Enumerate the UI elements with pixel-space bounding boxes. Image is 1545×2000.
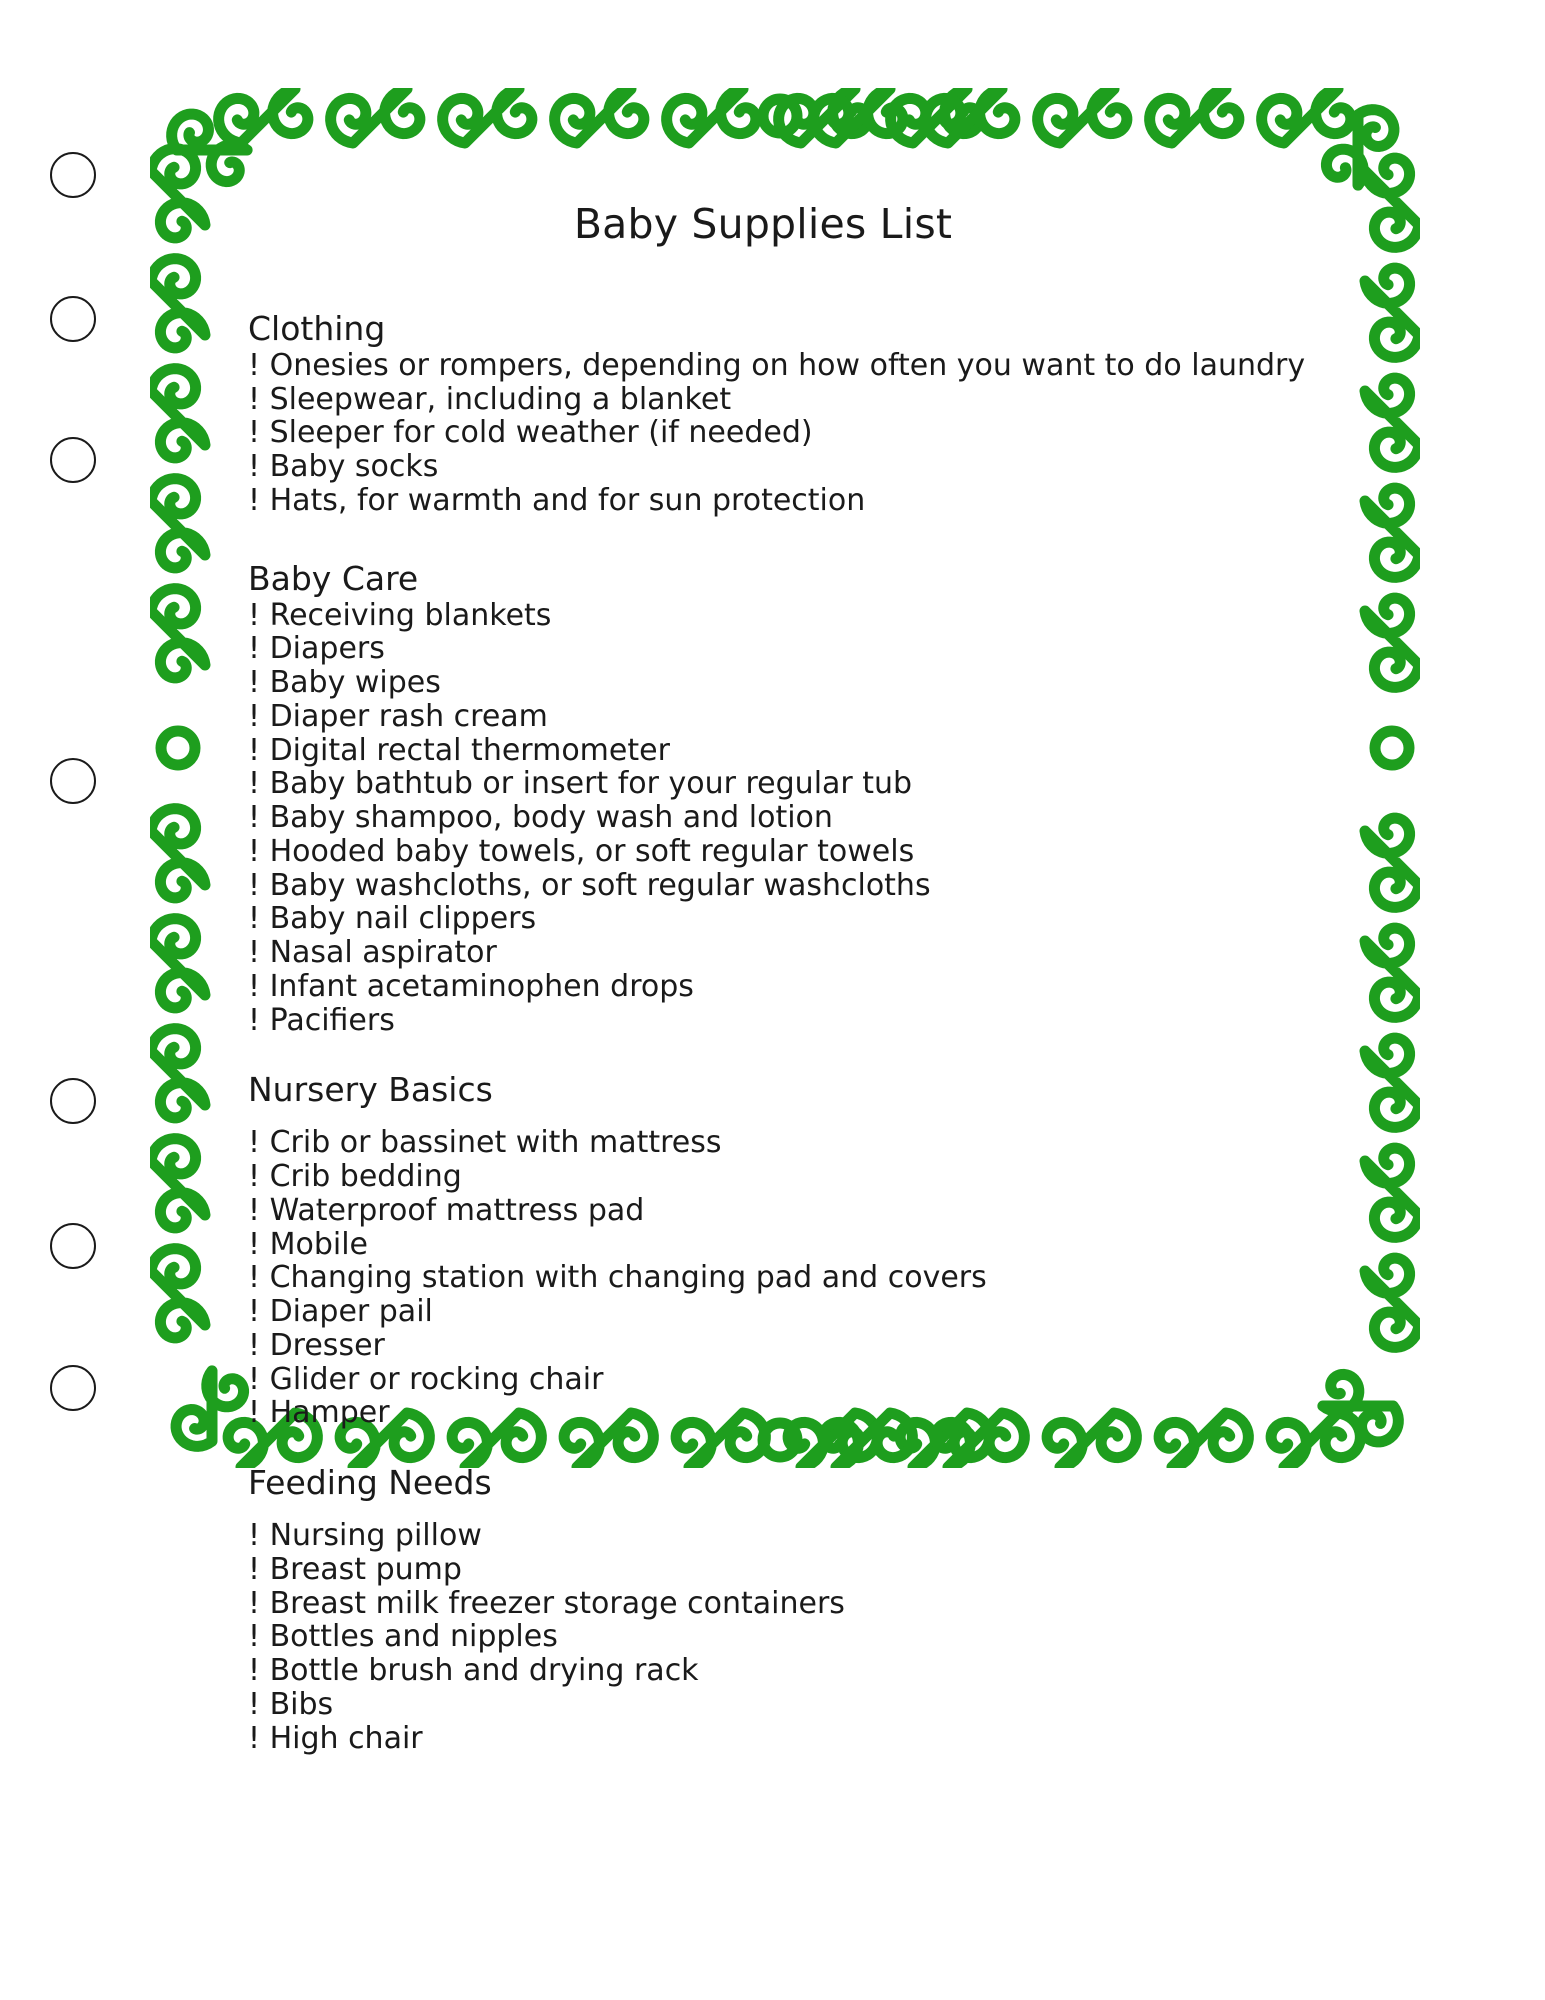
section-feeding-needs	[248, 1464, 1308, 1755]
hole-punch	[50, 1223, 96, 1269]
bullet-marker-icon: !	[248, 1518, 261, 1553]
list-item[interactable]	[248, 801, 1308, 835]
bullet-marker-icon: !	[248, 1294, 261, 1330]
hole-punch	[50, 296, 96, 342]
list-item-label: Baby socks	[269, 449, 439, 485]
bullet-marker-icon: !	[248, 1260, 261, 1296]
list-item[interactable]	[248, 1261, 1308, 1295]
swirl-motif-icon	[555, 89, 644, 143]
list-item-label: Receiving blankets	[269, 597, 552, 633]
swirl-motif-icon	[1365, 488, 1419, 577]
list-item-label: Mobile	[269, 1226, 368, 1262]
bullet-marker-icon: !	[248, 1327, 261, 1363]
section-nursery-basics	[248, 1071, 1308, 1430]
swirl-motif-icon	[1038, 89, 1127, 143]
bullet-marker-icon: !	[248, 1686, 261, 1722]
bullet-marker-icon: !	[248, 1720, 261, 1756]
heading-spacer	[248, 1110, 1308, 1126]
list-item[interactable]	[248, 700, 1308, 734]
bullet-marker-icon: !	[248, 597, 261, 633]
list-item[interactable]	[248, 383, 1308, 417]
list-item[interactable]	[248, 1688, 1308, 1722]
swirl-motif-icon	[161, 731, 195, 765]
list-item-label: Hats, for warmth and for sun protection	[269, 482, 866, 518]
item-list	[248, 1519, 1308, 1755]
swirl-motif-icon	[667, 89, 756, 143]
list-item[interactable]	[248, 1553, 1308, 1587]
bullet-marker-icon: !	[248, 698, 261, 734]
list-item-label: Dresser	[269, 1327, 385, 1363]
swirl-motif-icon	[331, 89, 420, 143]
list-item-label: Nasal aspirator	[269, 935, 497, 971]
bullet-marker-icon: !	[248, 1395, 261, 1431]
swirl-motif-icon	[779, 89, 868, 143]
list-item-label: Diaper pail	[269, 1294, 433, 1330]
bullet-marker-icon: !	[248, 901, 261, 937]
item-list	[248, 599, 1308, 1038]
heading-spacer	[248, 1503, 1308, 1519]
hole-punch	[50, 152, 96, 198]
list-item[interactable]	[248, 484, 1308, 518]
bullet-marker-icon: !	[248, 631, 261, 667]
list-item-label: Pacifiers	[269, 1002, 395, 1038]
sections-container	[248, 310, 1308, 1755]
bullet-marker-icon: !	[248, 449, 261, 485]
document-content	[248, 200, 1308, 1755]
list-item-label: Baby wipes	[269, 665, 441, 701]
list-item-label: Breast milk freezer storage containers	[269, 1585, 845, 1621]
section-spacer	[248, 1037, 1308, 1071]
list-item-label: Baby shampoo, body wash and lotion	[269, 800, 833, 836]
list-item[interactable]	[248, 869, 1308, 903]
swirl-motif-icon	[151, 479, 205, 568]
list-item-label: Diaper rash cream	[269, 698, 548, 734]
section-clothing	[248, 310, 1308, 518]
swirl-motif-icon	[1326, 110, 1394, 185]
swirl-motif-icon	[926, 89, 1015, 143]
swirl-motif-icon	[151, 1139, 205, 1228]
list-item[interactable]	[248, 1160, 1308, 1194]
list-item-label: Onesies or rompers, depending on how often you want to do laundry	[269, 347, 1306, 383]
swirl-motif-icon	[151, 369, 205, 458]
bullet-marker-icon: !	[248, 482, 261, 518]
list-item[interactable]	[248, 1228, 1308, 1262]
list-item[interactable]	[248, 349, 1308, 383]
list-item[interactable]	[248, 1654, 1308, 1688]
swirl-motif-icon	[172, 114, 247, 182]
list-item[interactable]	[248, 1620, 1308, 1654]
swirl-motif-icon	[814, 89, 903, 143]
bullet-marker-icon: !	[248, 766, 261, 802]
list-item-label: Digital rectal thermometer	[269, 732, 670, 768]
list-item[interactable]	[248, 1363, 1308, 1397]
swirl-motif-icon	[151, 919, 205, 1008]
list-item[interactable]	[248, 416, 1308, 450]
list-item-label: Sleeper for cold weather (if needed)	[269, 415, 813, 451]
hole-punch	[50, 1078, 96, 1124]
swirl-motif-icon	[151, 589, 205, 678]
bullet-marker-icon: !	[248, 1653, 261, 1688]
swirl-motif-icon	[1365, 1148, 1419, 1237]
list-item-label: Bottles and nipples	[269, 1619, 558, 1655]
list-item-label: Glider or rocking chair	[269, 1361, 604, 1397]
list-item-label: Baby washcloths, or soft regular washcloths	[269, 867, 931, 903]
list-item-label: Waterproof mattress pad	[269, 1192, 645, 1228]
section-baby-care	[248, 560, 1308, 1038]
bullet-marker-icon: !	[248, 800, 261, 836]
swirl-motif-icon	[1375, 731, 1409, 765]
swirl-motif-icon	[1365, 378, 1419, 467]
swirl-motif-icon	[891, 89, 980, 143]
list-item[interactable]	[248, 970, 1308, 1004]
list-item[interactable]	[248, 936, 1308, 970]
bullet-marker-icon: !	[248, 1361, 261, 1397]
list-item[interactable]	[248, 666, 1308, 700]
swirl-motif-icon	[151, 809, 205, 898]
swirl-motif-icon	[219, 89, 308, 143]
list-item[interactable]	[248, 1722, 1308, 1756]
bullet-marker-icon: !	[248, 381, 261, 417]
list-item[interactable]	[248, 767, 1308, 801]
list-item-label: Nursing pillow	[269, 1518, 482, 1553]
list-item[interactable]	[248, 1295, 1308, 1329]
list-item-label: Crib or bassinet with mattress	[269, 1125, 722, 1161]
hole-punch	[50, 437, 96, 483]
list-item-label: Infant acetaminophen drops	[269, 968, 694, 1004]
list-item-label: Sleepwear, including a blanket	[269, 381, 732, 417]
list-item[interactable]	[248, 599, 1308, 633]
list-item-label: High chair	[269, 1720, 423, 1756]
list-item-label: Diapers	[269, 631, 385, 667]
list-item[interactable]	[248, 1587, 1308, 1621]
bullet-marker-icon: !	[248, 1226, 261, 1262]
swirl-motif-icon	[763, 99, 797, 133]
list-item[interactable]	[248, 734, 1308, 768]
list-item[interactable]	[248, 1126, 1308, 1160]
section-heading: Clothing	[248, 309, 386, 348]
bullet-marker-icon: !	[248, 935, 261, 971]
item-list	[248, 1126, 1308, 1430]
bullet-marker-icon: !	[248, 1125, 261, 1161]
list-item-label: Baby bathtub or insert for your regular tub	[269, 766, 913, 802]
swirl-motif-icon	[1365, 1258, 1419, 1347]
swirl-motif-icon	[443, 89, 532, 143]
swirl-motif-icon	[151, 1029, 205, 1118]
list-item-label: Changing station with changing pad and covers	[269, 1260, 987, 1296]
section-spacer	[248, 1430, 1308, 1464]
section-heading: Feeding Needs	[248, 1463, 492, 1503]
list-item[interactable]	[248, 902, 1308, 936]
bullet-marker-icon: !	[248, 968, 261, 1004]
swirl-motif-icon	[176, 1371, 244, 1446]
list-item[interactable]	[248, 1329, 1308, 1363]
bullet-marker-icon: !	[248, 1585, 261, 1621]
swirl-motif-icon	[1365, 818, 1419, 907]
hole-punch	[50, 758, 96, 804]
bullet-marker-icon: !	[248, 1551, 261, 1587]
list-item-label: Bottle brush and drying rack	[269, 1653, 699, 1688]
list-item-label: Hamper	[269, 1395, 390, 1431]
swirl-motif-icon	[1262, 89, 1351, 143]
bullet-marker-icon: !	[248, 867, 261, 903]
list-item-label: Bibs	[269, 1686, 334, 1722]
bullet-marker-icon: !	[248, 665, 261, 701]
list-item[interactable]	[248, 1519, 1308, 1553]
bullet-marker-icon: !	[248, 347, 261, 383]
section-spacer	[248, 518, 1308, 560]
bullet-marker-icon: !	[248, 1619, 261, 1655]
bullet-marker-icon: !	[248, 1159, 261, 1195]
list-item[interactable]	[248, 450, 1308, 484]
swirl-motif-icon	[1365, 598, 1419, 687]
section-heading: Nursery Basics	[248, 1070, 493, 1110]
list-item[interactable]	[248, 835, 1308, 869]
list-item-label: Baby nail clippers	[269, 901, 537, 937]
list-item-label: Breast pump	[269, 1551, 462, 1587]
list-item-label: Hooded baby towels, or soft regular towels	[269, 833, 915, 869]
list-item[interactable]	[248, 1004, 1308, 1038]
page-title: Baby Supplies List	[573, 200, 953, 248]
hole-punch	[50, 1365, 96, 1411]
item-list	[248, 349, 1308, 518]
list-item-label: Crib bedding	[269, 1159, 462, 1195]
swirl-motif-icon	[1365, 158, 1419, 247]
swirl-motif-icon	[151, 1249, 205, 1338]
list-item[interactable]	[248, 1396, 1308, 1430]
bullet-marker-icon: !	[248, 732, 261, 768]
swirl-motif-icon	[151, 149, 205, 238]
bullet-marker-icon: !	[248, 1192, 261, 1228]
bullet-marker-icon: !	[248, 833, 261, 869]
bullet-marker-icon: !	[248, 415, 261, 451]
swirl-motif-icon	[1365, 268, 1419, 357]
swirl-motif-icon	[1365, 928, 1419, 1017]
list-item[interactable]	[248, 1194, 1308, 1228]
list-item[interactable]	[248, 632, 1308, 666]
swirl-motif-icon	[151, 259, 205, 348]
bullet-marker-icon: !	[248, 1002, 261, 1038]
swirl-motif-icon	[1150, 89, 1239, 143]
section-heading: Baby Care	[248, 558, 419, 598]
swirl-motif-icon	[1365, 1038, 1419, 1127]
swirl-motif-icon	[1323, 1374, 1398, 1442]
